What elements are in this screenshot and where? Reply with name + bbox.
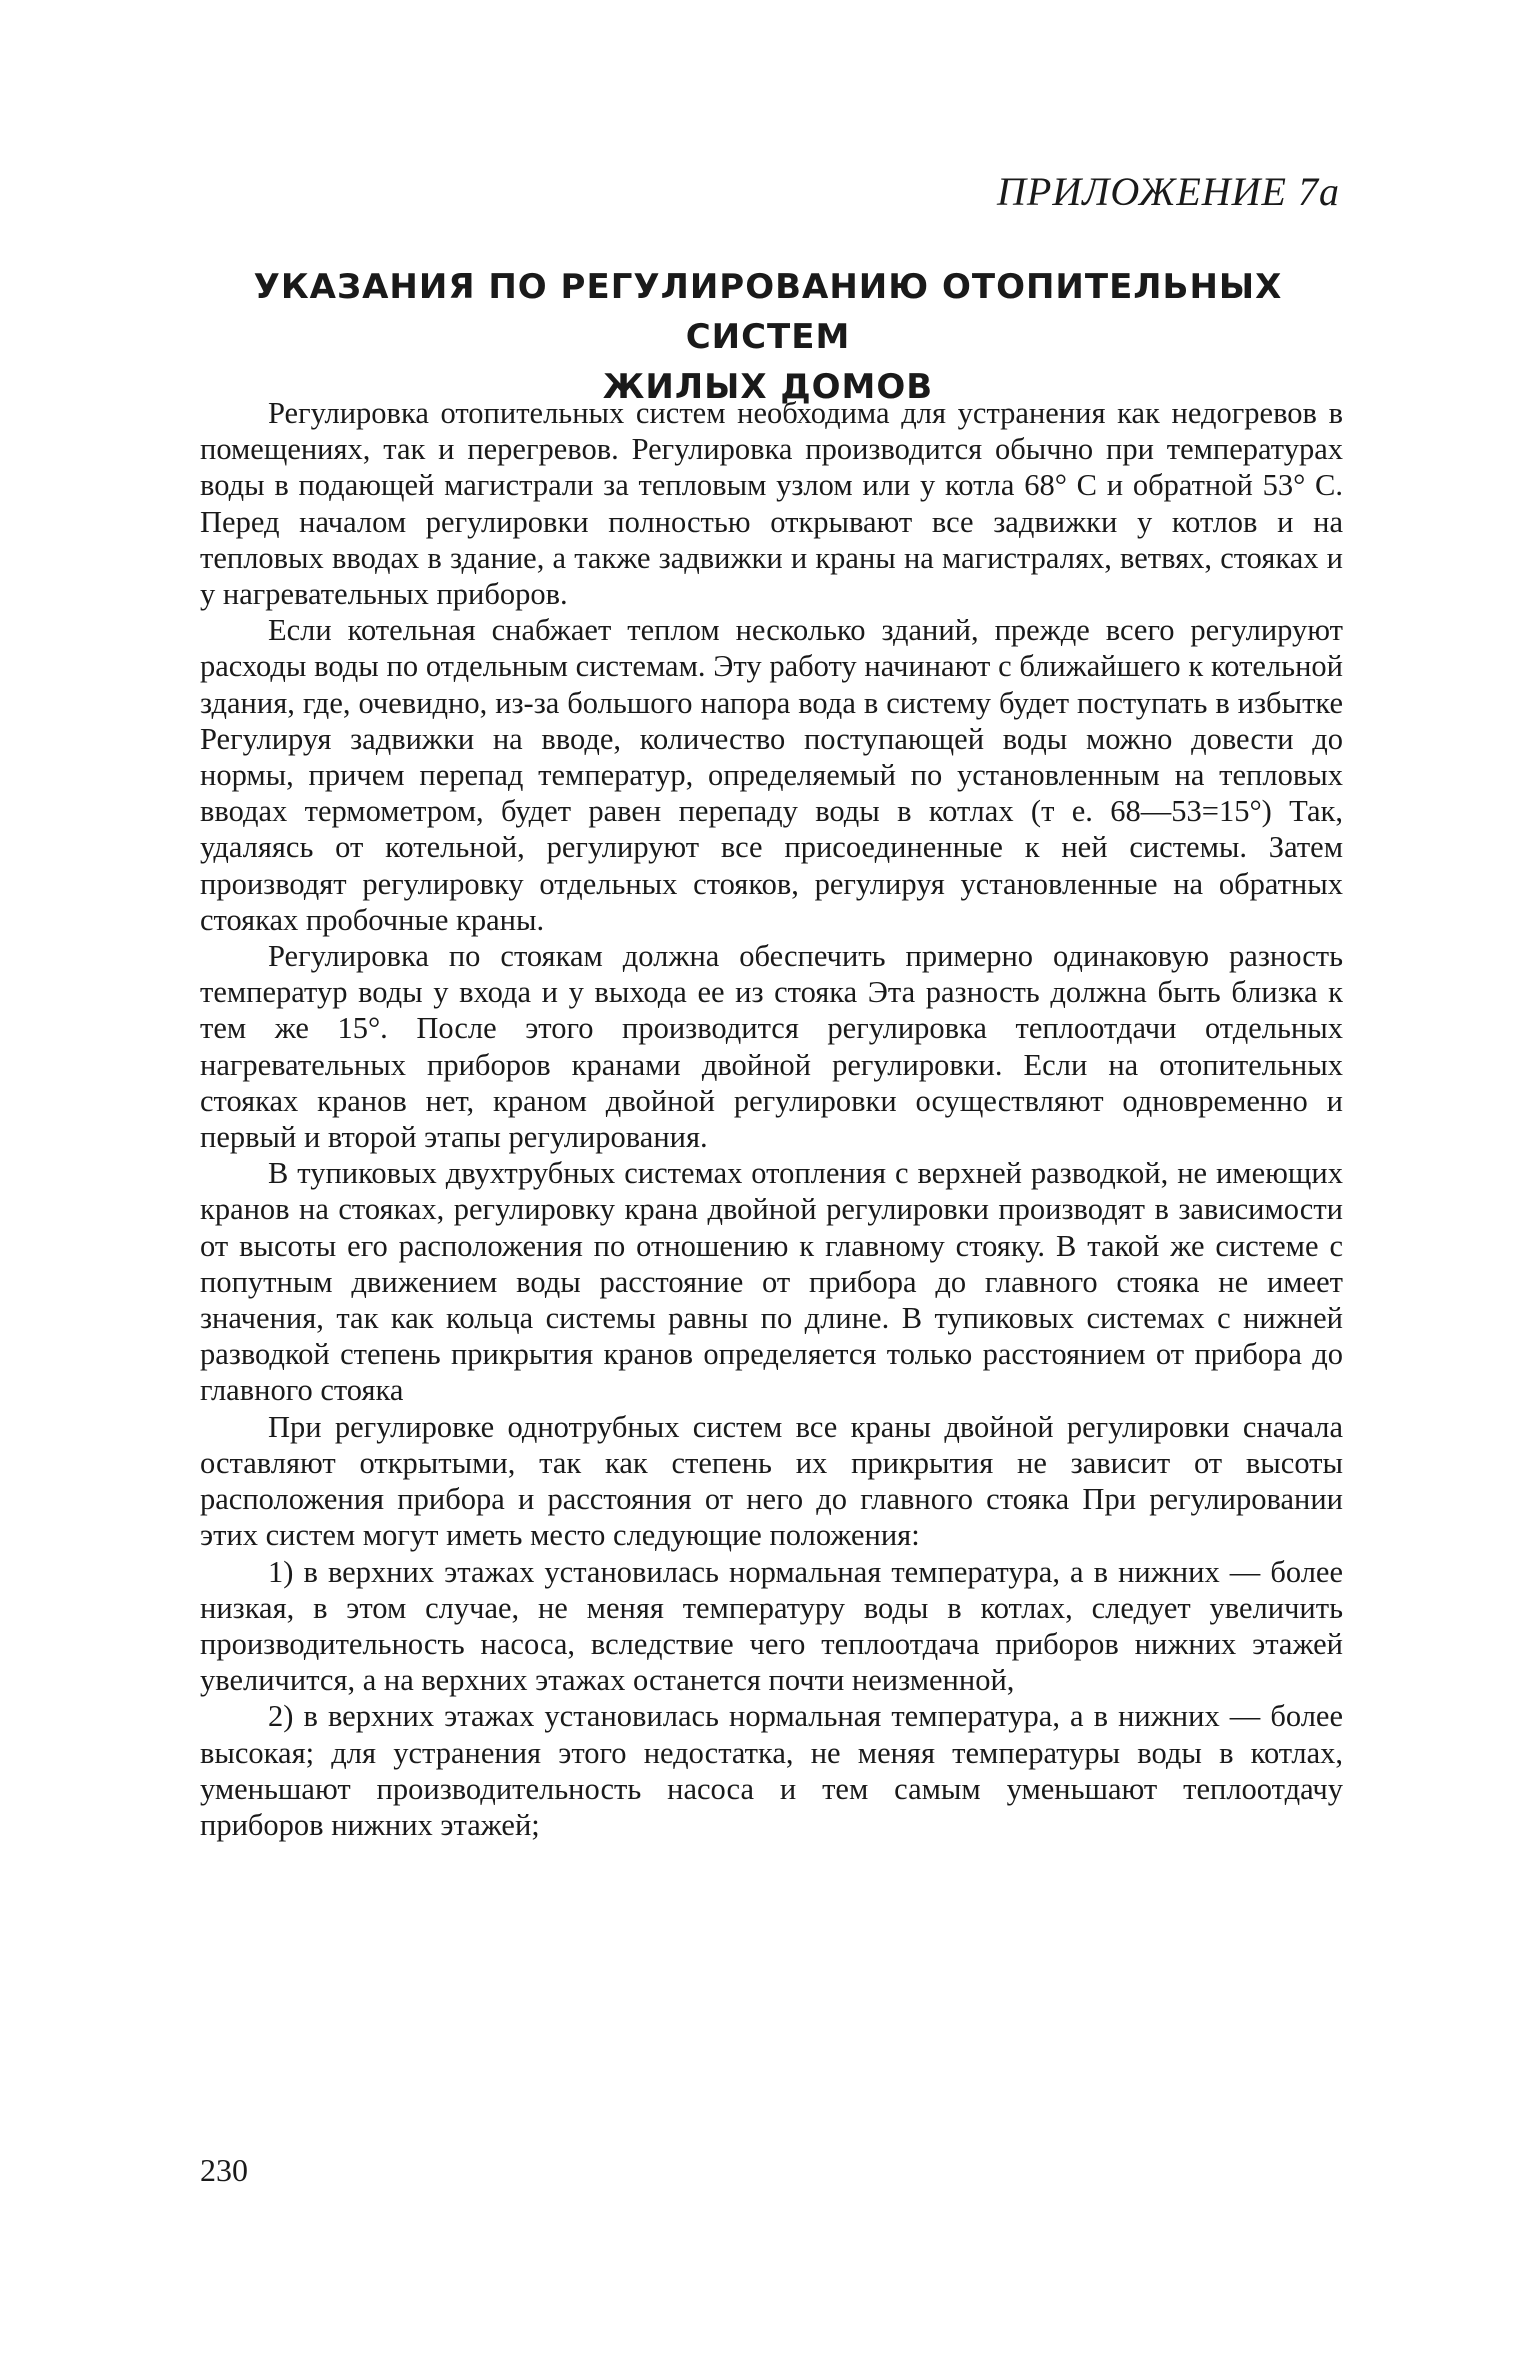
paragraph-3: Регулировка по стоякам должна обеспечить примерно одинаковую разность температур воды у входа и у выхода ее из стояка Эта разность должна быть близка к тем же 15°. После этого производится регулировка теплоотдачи отдельных нагревательных приборов кранами двойной регулировки. Если на отопительных стояках кранов нет, краном двойной регулировки осуществляют одновременно и первый и второй этапы регулирования. (200, 939, 1343, 1155)
paragraph-1: Регулировка отопительных систем необходима для устранения как недогревов в помещениях, так и перегревов. Регулировка производится обычно при температурах воды в подающей магистрали за тепловым узлом или у котла 68° С и обратной 53° С. Перед началом регулировки полностью открывают все задвижки у котлов и на тепловых вводах в здание, а также задвижки и краны на магистралях, ветвях, стояках и у нагревательных приборов. (200, 396, 1343, 612)
page-number: 230 (200, 2152, 248, 2188)
paragraph-5: При регулировке однотрубных систем все краны двойной регулировки сначала оставляют открытыми, так как степень их прикрытия не зависит от высоты расположения прибора и расстояния от него до главного стояка При регулировании этих систем могут иметь место следующие положения: (200, 1409, 1343, 1553)
paragraph-4: В тупиковых двухтрубных системах отопления с верхней разводкой, не имеющих кранов на стояках, регулировку крана двойной регулировки производят в зависимости от высоты его расположения по отношению к главному стояку. В такой же системе с попутным движением воды расстояние от прибора до главного стояка не имеет значения, так как кольца системы равны по длине. В тупиковых системах с нижней разводкой степень прикрытия кранов определяется только расстоянием от прибора до главного стояка (200, 1156, 1343, 1408)
appendix-label: ПРИЛОЖЕНИЕ 7а (997, 169, 1340, 214)
page-title (170, 262, 1366, 412)
paragraph-2: Если котельная снабжает теплом несколько зданий, прежде всего регулируют расходы воды по отдельным системам. Эту работу начинают с ближайшего к котельной здания, где, очевидно, из-за большого напора вода в систему будет поступать в избытке Регулируя задвижки на вводе, количество поступающей воды можно довести до нормы, причем перепад температур, определяемый по установленным на тепловых вводах термометром, будет равен перепаду воды в котлах (т е. 68—53=15°) Так, удаляясь от котельной, регулируют все присоединенные к ней системы. Затем производят регулировку отдельных стояков, регулируя установленные на обратных стояках пробочные краны. (200, 613, 1343, 937)
document-body (200, 395, 1343, 1843)
list-item-2: 2) в верхних этажах установилась нормальная температура, а в нижних — более высокая; для устранения этого недостатка, не меняя температуры воды в котлах, уменьшают производительность насоса и тем самым уменьшают теплоотдачу приборов нижних этажей; (200, 1699, 1343, 1842)
page-title-line-2: ЖИЛЫХ ДОМОВ (602, 367, 934, 407)
list-item-1: 1) в верхних этажах установилась нормальная температура, а в нижних — более низкая, в этом случае, не меняя температуру воды в котлах, следует увеличить производительность насоса, вследствие чего теплоотдача приборов нижних этажей увеличится, а на верхних этажах останется почти неизменной, (200, 1554, 1343, 1698)
page-title-line-1: УКАЗАНИЯ ПО РЕГУЛИРОВАНИЮ ОТОПИТЕЛЬНЫХ СИСТЕМ (253, 267, 1283, 357)
